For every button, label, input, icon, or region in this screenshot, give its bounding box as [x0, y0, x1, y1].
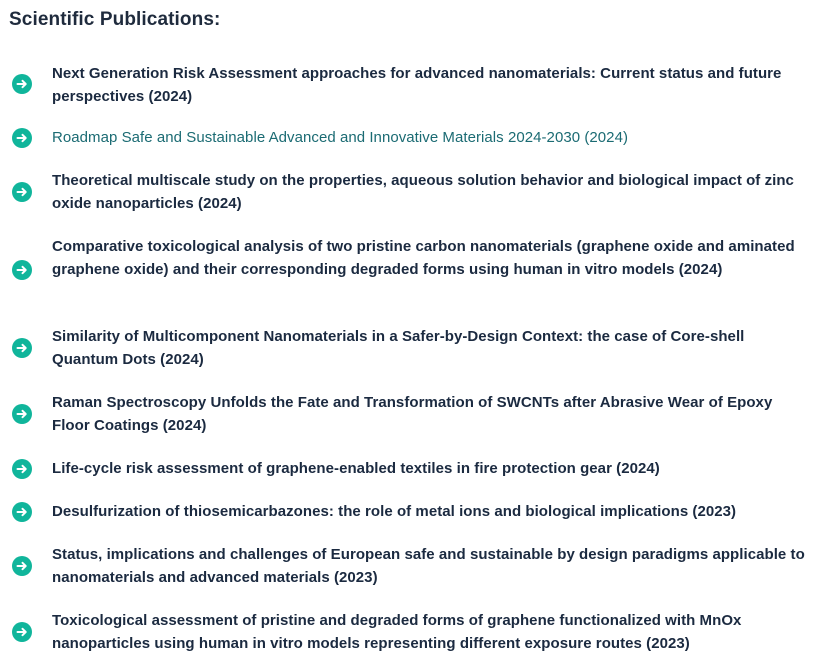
arrow-right-circle-icon[interactable] — [12, 128, 32, 148]
publication-title[interactable]: Raman Spectroscopy Unfolds the Fate and Transformation of SWCNTs after Abrasive Wear of Epoxy Floor Coatings (2024) — [52, 394, 773, 434]
publication-title-link[interactable]: Roadmap Safe and Sustainable Advanced and Innovative Materials 2024-2030 (2024) — [52, 129, 629, 146]
list-item[interactable] — [0, 457, 823, 483]
arrow-right-circle-icon[interactable] — [12, 459, 32, 479]
list-item[interactable] — [0, 543, 823, 593]
arrow-right-circle-icon[interactable] — [12, 260, 32, 280]
publication-title[interactable]: Next Generation Risk Assessment approaches for advanced nanomaterials: Current status and future perspectives (2024) — [52, 65, 782, 105]
publication-title[interactable]: Theoretical multiscale study on the properties, aqueous solution behavior and biological impact of zinc oxide nanoparticles (2024) — [52, 172, 794, 212]
list-item[interactable] — [0, 60, 823, 110]
publication-title[interactable]: Status, implications and challenges of European safe and sustainable by design paradigms applicable to nanomaterials and advanced materials (2023) — [52, 546, 805, 586]
list-item[interactable] — [0, 126, 823, 152]
list-item[interactable] — [0, 391, 823, 441]
arrow-right-circle-icon[interactable] — [12, 622, 32, 642]
arrow-right-circle-icon[interactable] — [12, 74, 32, 94]
publication-title[interactable]: Desulfurization of thiosemicarbazones: the role of metal ions and biological implications (2023) — [52, 503, 737, 520]
publication-title[interactable]: Similarity of Multicomponent Nanomaterials in a Safer-by-Design Context: the case of Core-shell Quantum Dots (2024) — [52, 328, 745, 368]
arrow-right-circle-icon[interactable] — [12, 404, 32, 424]
publication-title[interactable]: Toxicological assessment of pristine and degraded forms of graphene functionalized with MnOx nanoparticles using human in vitro models representing different exposure routes (2023) — [52, 612, 742, 652]
arrow-right-circle-icon[interactable] — [12, 502, 32, 522]
list-item[interactable] — [0, 500, 823, 526]
arrow-right-circle-icon[interactable] — [12, 556, 32, 576]
list-item[interactable] — [0, 235, 823, 307]
list-item[interactable] — [0, 325, 823, 375]
page-title: Scientific Publications: — [9, 9, 221, 30]
arrow-right-circle-icon[interactable] — [12, 338, 32, 358]
arrow-right-circle-icon[interactable] — [12, 182, 32, 202]
list-item[interactable] — [0, 609, 823, 659]
publication-title[interactable]: Comparative toxicological analysis of two pristine carbon nanomaterials (graphene oxide and aminated graphene oxide) and their corresponding degraded forms using human in vitro models (2024) — [52, 238, 795, 278]
list-item[interactable] — [0, 169, 823, 219]
publication-title[interactable]: Life-cycle risk assessment of graphene-enabled textiles in fire protection gear (2024) — [52, 460, 660, 477]
